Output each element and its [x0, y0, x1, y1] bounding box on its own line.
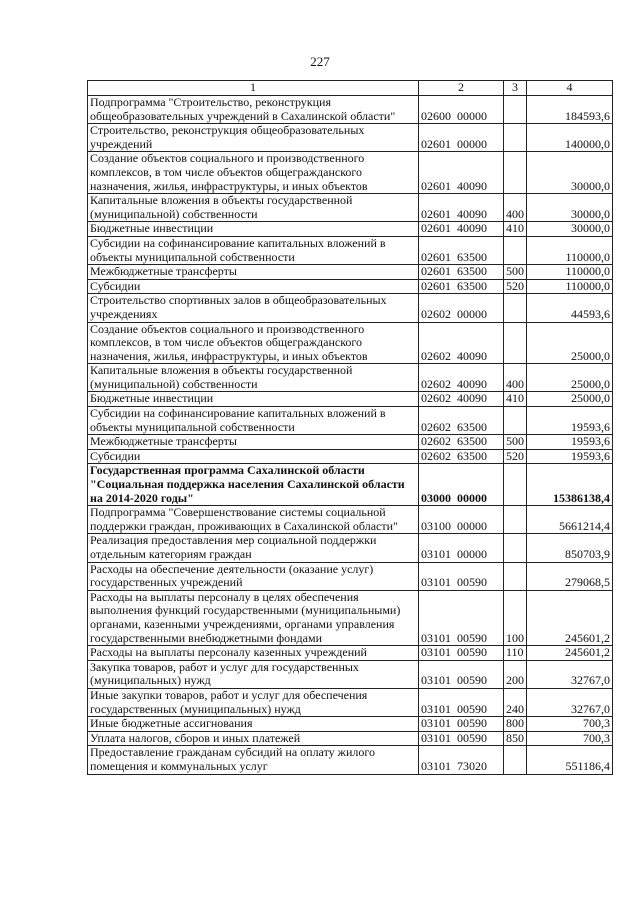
row-name: Бюджетные инвестиции [88, 222, 419, 237]
table-row [88, 392, 613, 407]
table-row [88, 152, 613, 194]
row-code: 02602 63500 [419, 435, 504, 450]
row-expense-type: 520 [504, 449, 527, 464]
row-amount: 30000,0 [527, 222, 613, 237]
row-amount: 44593,6 [527, 294, 613, 322]
budget-table [87, 80, 613, 775]
row-amount: 19593,6 [527, 449, 613, 464]
row-expense-type [504, 294, 527, 322]
row-name: Предоставление гражданам субсидий на оплату жилого помещения и коммунальных услуг [88, 746, 419, 774]
table-row [88, 449, 613, 464]
row-expense-type: 800 [504, 717, 527, 732]
row-code: 03000 00000 [419, 464, 504, 506]
table-row [88, 590, 613, 645]
row-name: Бюджетные инвестиции [88, 392, 419, 407]
row-code: 03101 73020 [419, 746, 504, 774]
header-code: 2 [419, 81, 504, 96]
table-row [88, 731, 613, 746]
row-code: 03101 00590 [419, 562, 504, 590]
row-code: 03101 00590 [419, 590, 504, 645]
row-name: Подпрограмма "Совершенствование системы социальной поддержки граждан, проживающих в Сахалинской области" [88, 506, 419, 534]
row-code: 03101 00590 [419, 646, 504, 661]
row-name: Межбюджетные трансферты [88, 435, 419, 450]
table-row [88, 506, 613, 534]
row-expense-type: 240 [504, 688, 527, 716]
row-expense-type: 100 [504, 590, 527, 645]
row-code: 03100 00000 [419, 506, 504, 534]
row-amount: 110000,0 [527, 236, 613, 264]
row-code: 02602 40090 [419, 364, 504, 392]
row-expense-type [504, 236, 527, 264]
table-row [88, 562, 613, 590]
row-code: 03101 00000 [419, 534, 504, 562]
row-name: Государственная программа Сахалинской области "Социальная поддержка населения Сахалинской области на 2014-2020 годы" [88, 464, 419, 506]
row-amount: 25000,0 [527, 392, 613, 407]
row-expense-type [504, 534, 527, 562]
row-amount: 245601,2 [527, 646, 613, 661]
row-code: 02602 40090 [419, 392, 504, 407]
row-code: 02601 63500 [419, 236, 504, 264]
header-name: 1 [88, 81, 419, 96]
row-expense-type [504, 746, 527, 774]
row-code: 02601 40090 [419, 152, 504, 194]
table-row [88, 435, 613, 450]
row-code: 02602 63500 [419, 449, 504, 464]
table-row [88, 222, 613, 237]
row-name: Строительство, реконструкция общеобразовательных учреждений [88, 124, 419, 152]
row-expense-type [504, 407, 527, 435]
header-row [88, 81, 613, 96]
row-name: Закупка товаров, работ и услуг для государственных (муниципальных) нужд [88, 660, 419, 688]
row-expense-type: 520 [504, 279, 527, 294]
table-row [88, 746, 613, 774]
row-name: Создание объектов социального и производственного комплексов, в том числе объектов общегражданского назначения, жилья, инфраструктуры, и иных объектов [88, 152, 419, 194]
row-amount: 279068,5 [527, 562, 613, 590]
row-name: Подпрограмма "Строительство, реконструкция общеобразовательных учреждений в Сахалинской области" [88, 96, 419, 124]
table-row [88, 194, 613, 222]
table-row [88, 96, 613, 124]
row-name: Расходы на выплаты персоналу казенных учреждений [88, 646, 419, 661]
table-row [88, 407, 613, 435]
row-name: Субсидии [88, 449, 419, 464]
table-row [88, 646, 613, 661]
table-row [88, 294, 613, 322]
row-expense-type [504, 96, 527, 124]
row-amount: 850703,9 [527, 534, 613, 562]
row-expense-type: 410 [504, 392, 527, 407]
row-name: Межбюджетные трансферты [88, 265, 419, 280]
table-row [88, 717, 613, 732]
row-expense-type: 110 [504, 646, 527, 661]
row-amount: 700,3 [527, 731, 613, 746]
row-amount: 30000,0 [527, 194, 613, 222]
row-expense-type: 410 [504, 222, 527, 237]
row-name: Расходы на обеспечение деятельности (оказание услуг) государственных учреждений [88, 562, 419, 590]
row-code: 03101 00590 [419, 717, 504, 732]
row-name: Создание объектов социального и производственного комплексов, в том числе объектов общегражданского назначения, жилья, инфраструктуры, и иных объектов [88, 322, 419, 364]
row-name: Строительство спортивных залов в общеобразовательных учреждениях [88, 294, 419, 322]
row-expense-type [504, 464, 527, 506]
row-amount: 25000,0 [527, 364, 613, 392]
row-expense-type [504, 152, 527, 194]
row-code: 02602 00000 [419, 294, 504, 322]
row-name: Расходы на выплаты персоналу в целях обеспечения выполнения функций государственными (муниципальными) органами, казенными учреждениями, органами управления государственными внебюджетными фондами [88, 590, 419, 645]
row-amount: 245601,2 [527, 590, 613, 645]
row-amount: 140000,0 [527, 124, 613, 152]
row-amount: 551186,4 [527, 746, 613, 774]
row-code: 02602 40090 [419, 322, 504, 364]
row-code: 02600 00000 [419, 96, 504, 124]
row-amount: 32767,0 [527, 688, 613, 716]
row-expense-type [504, 322, 527, 364]
row-code: 03101 00590 [419, 688, 504, 716]
table-row [88, 279, 613, 294]
table-row [88, 464, 613, 506]
row-amount: 32767,0 [527, 660, 613, 688]
row-code: 03101 00590 [419, 660, 504, 688]
row-expense-type [504, 506, 527, 534]
row-code: 02601 40090 [419, 222, 504, 237]
row-name: Субсидии [88, 279, 419, 294]
row-expense-type: 500 [504, 435, 527, 450]
row-code: 02601 63500 [419, 265, 504, 280]
row-expense-type: 200 [504, 660, 527, 688]
row-code: 03101 00590 [419, 731, 504, 746]
row-name: Субсидии на софинансирование капитальных вложений в объекты муниципальной собственности [88, 407, 419, 435]
row-name: Иные закупки товаров, работ и услуг для обеспечения государственных (муниципальных) нужд [88, 688, 419, 716]
row-amount: 25000,0 [527, 322, 613, 364]
table-row [88, 322, 613, 364]
row-expense-type: 400 [504, 194, 527, 222]
table-row [88, 124, 613, 152]
row-name: Уплата налогов, сборов и иных платежей [88, 731, 419, 746]
row-expense-type: 850 [504, 731, 527, 746]
row-amount: 19593,6 [527, 435, 613, 450]
row-code: 02601 40090 [419, 194, 504, 222]
header-amount: 4 [527, 81, 613, 96]
row-amount: 184593,6 [527, 96, 613, 124]
table-row [88, 534, 613, 562]
row-amount: 110000,0 [527, 279, 613, 294]
row-amount: 15386138,4 [527, 464, 613, 506]
row-code: 02602 63500 [419, 407, 504, 435]
page-number: 227 [310, 54, 330, 69]
row-code: 02601 00000 [419, 124, 504, 152]
row-expense-type [504, 124, 527, 152]
row-expense-type: 500 [504, 265, 527, 280]
row-expense-type: 400 [504, 364, 527, 392]
header-type: 3 [504, 81, 527, 96]
table-row [88, 660, 613, 688]
row-amount: 110000,0 [527, 265, 613, 280]
table-row [88, 265, 613, 280]
row-name: Капитальные вложения в объекты государственной (муниципальной) собственности [88, 194, 419, 222]
table-row [88, 364, 613, 392]
row-name: Капитальные вложения в объекты государственной (муниципальной) собственности [88, 364, 419, 392]
row-code: 02601 63500 [419, 279, 504, 294]
row-amount: 19593,6 [527, 407, 613, 435]
row-expense-type [504, 562, 527, 590]
row-name: Субсидии на софинансирование капитальных вложений в объекты муниципальной собственности [88, 236, 419, 264]
row-amount: 5661214,4 [527, 506, 613, 534]
table-row [88, 236, 613, 264]
row-amount: 30000,0 [527, 152, 613, 194]
row-amount: 700,3 [527, 717, 613, 732]
row-name: Реализация предоставления мер социальной поддержки отдельным категориям граждан [88, 534, 419, 562]
row-name: Иные бюджетные ассигнования [88, 717, 419, 732]
table-row [88, 688, 613, 716]
